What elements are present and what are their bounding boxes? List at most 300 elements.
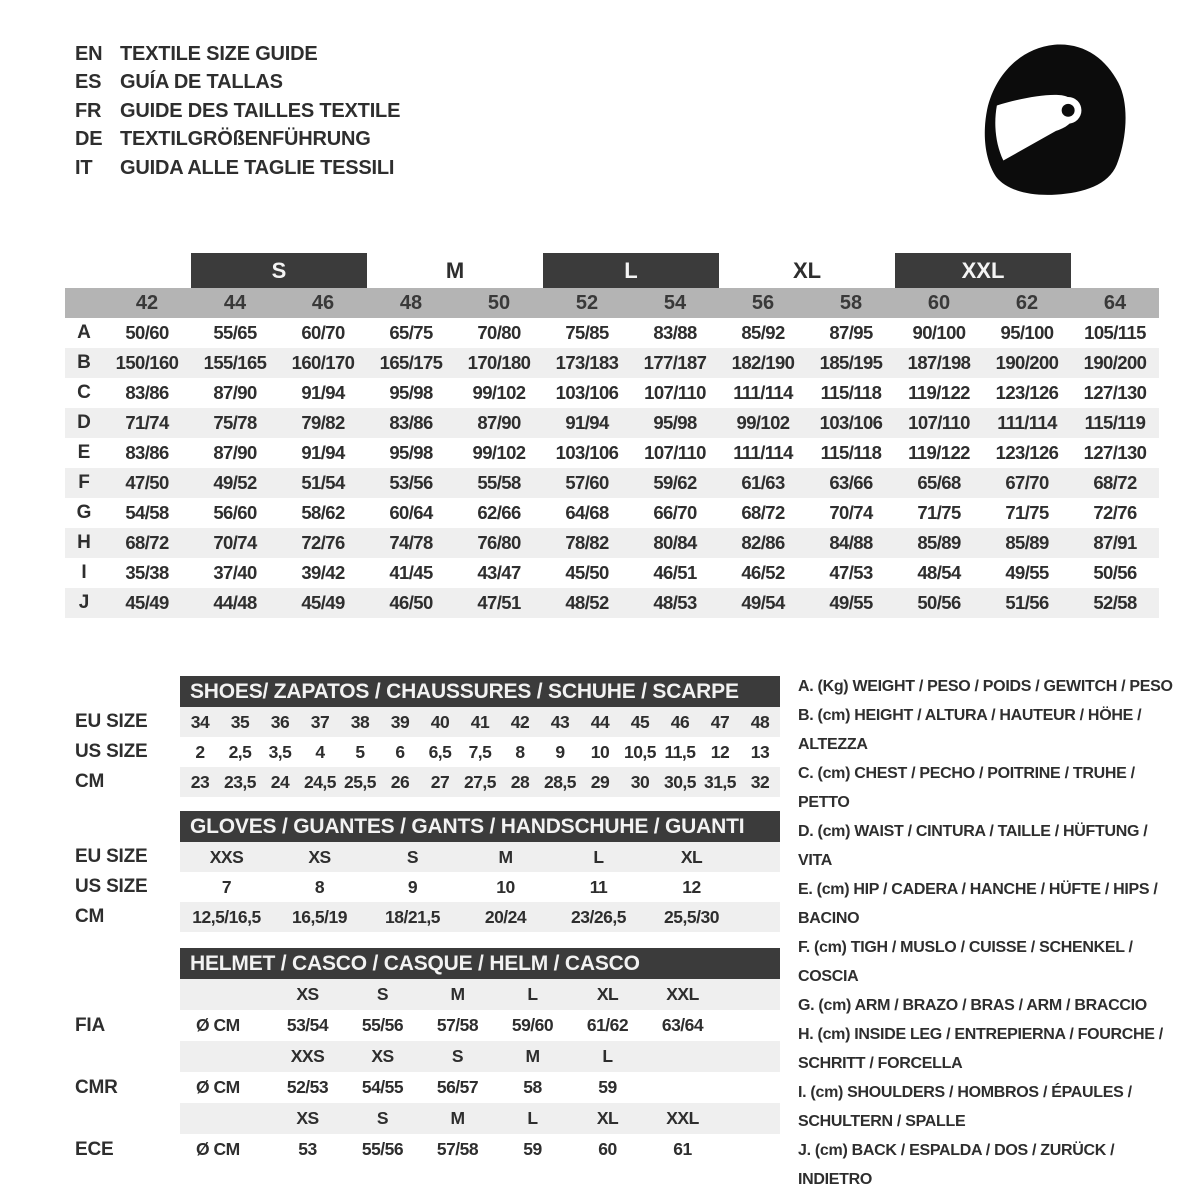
unit-label: Ø CM xyxy=(196,1015,240,1035)
standard-label: ECE xyxy=(75,1138,114,1160)
size-value-cell: 50/56 xyxy=(917,592,961,613)
size-value-cell: 58/62 xyxy=(301,502,345,523)
band-spacer xyxy=(65,253,191,288)
size-value-cell: 65/68 xyxy=(917,472,961,493)
size-value-cell: 83/86 xyxy=(125,442,169,463)
size-group-band xyxy=(65,253,1159,288)
size-value-cell: S xyxy=(406,846,419,867)
size-value-cell: 57/60 xyxy=(565,472,609,493)
size-value-cell: 10 xyxy=(496,876,515,897)
size-value-cell: 12,5/16,5 xyxy=(192,906,261,927)
size-value-cell: 30 xyxy=(630,771,650,792)
size-value-cell: 87/91 xyxy=(1093,532,1137,553)
size-value-cell: 34 xyxy=(190,711,210,732)
size-value-cell: 91/94 xyxy=(565,412,609,433)
size-value-cell: 30,5 xyxy=(663,771,697,792)
language-row xyxy=(75,69,400,98)
size-value-cell: 47/50 xyxy=(125,472,169,493)
shoes-rows xyxy=(60,707,780,797)
row-label: J xyxy=(78,592,90,613)
table-row xyxy=(65,318,1159,348)
size-value-cell: XS xyxy=(308,846,331,867)
size-value-cell: 115/119 xyxy=(1084,412,1146,433)
size-value-cell: 55/56 xyxy=(361,1139,404,1159)
size-value-cell: 85/92 xyxy=(741,322,785,343)
size-value-cell: 82/86 xyxy=(741,532,785,553)
table-row xyxy=(65,378,1159,408)
size-value-cell: 119/122 xyxy=(908,442,970,463)
column-header-cell: 64 xyxy=(1103,291,1127,314)
table-row xyxy=(60,842,780,872)
table-row xyxy=(65,468,1159,498)
size-value-cell: 60 xyxy=(598,1139,617,1159)
language-row xyxy=(75,154,400,183)
size-value-cell: 71/74 xyxy=(125,412,169,433)
size-value-cell: 91/94 xyxy=(301,382,345,403)
size-value-cell: 53/56 xyxy=(389,472,433,493)
size-value-cell: 59 xyxy=(523,1139,542,1159)
standard-label: CMR xyxy=(75,1076,118,1098)
size-value-cell: 37/40 xyxy=(213,562,257,583)
row-label: H xyxy=(77,532,91,553)
size-value-cell: 103/106 xyxy=(555,442,619,463)
row-values xyxy=(180,842,780,872)
language-row xyxy=(75,40,400,69)
column-header-cell: 44 xyxy=(223,291,247,314)
size-value-cell: 45 xyxy=(630,711,650,732)
size-group-label: XXL xyxy=(895,253,1071,288)
size-value-cell: 23,5 xyxy=(223,771,257,792)
table-row xyxy=(65,528,1159,558)
language-title-list xyxy=(75,40,400,183)
size-value-cell: 46 xyxy=(670,711,690,732)
size-value-cell: 155/165 xyxy=(203,352,267,373)
size-value-cell: 64/68 xyxy=(565,502,609,523)
size-value-cell: 72/76 xyxy=(301,532,345,553)
row-label: CM xyxy=(75,906,105,927)
size-value-cell: 91/94 xyxy=(301,442,345,463)
row-label: C xyxy=(77,382,91,403)
size-value-cell: 46/52 xyxy=(741,562,785,583)
helmet-icon xyxy=(975,34,1137,198)
row-label: US SIZE xyxy=(75,741,148,762)
standard-label: FIA xyxy=(75,1014,106,1036)
size-value-cell: 4 xyxy=(315,741,325,762)
row-label: EU SIZE xyxy=(75,846,148,867)
size-header-cell: S xyxy=(376,984,389,1004)
size-value-cell: 44/48 xyxy=(213,592,257,613)
size-value-cell: 55/58 xyxy=(477,472,521,493)
size-value-cell: 49/55 xyxy=(829,592,873,613)
size-value-cell: 16,5/19 xyxy=(292,906,347,927)
size-value-cell: 11,5 xyxy=(664,741,696,762)
size-header-cell: M xyxy=(525,1046,540,1066)
size-value-cell: 190/200 xyxy=(1083,352,1147,373)
size-value-cell: 49/55 xyxy=(1005,562,1049,583)
size-value-cell: 105/115 xyxy=(1084,322,1146,343)
row-label-spacer xyxy=(65,288,103,318)
size-value-cell: 56/57 xyxy=(436,1077,479,1097)
language-code: DE xyxy=(75,128,103,151)
size-value-cell: 177/187 xyxy=(643,352,707,373)
row-values xyxy=(180,979,780,1010)
language-code: ES xyxy=(75,71,102,94)
size-value-cell: 25,5/30 xyxy=(664,906,719,927)
unit-spacer xyxy=(180,1041,270,1072)
size-header-cell: L xyxy=(602,1046,613,1066)
row-values xyxy=(180,902,780,932)
size-value-cell: 75/85 xyxy=(565,322,609,343)
size-value-cell: 12 xyxy=(710,741,730,762)
size-value-cell: 99/102 xyxy=(736,412,790,433)
column-header-cell: 46 xyxy=(311,291,335,314)
row-label: E xyxy=(77,442,91,463)
size-value-cell: 87/90 xyxy=(213,382,257,403)
row-values xyxy=(180,1010,780,1041)
legend-item: F. (cm) TIGH / MUSLO / CUISSE / SCHENKEL / COSCIA xyxy=(798,939,1133,985)
size-value-cell: 87/90 xyxy=(213,442,257,463)
size-value-cell xyxy=(645,1072,720,1103)
unit-spacer xyxy=(180,979,270,1010)
row-values xyxy=(180,1041,780,1072)
helmet-rows xyxy=(60,979,780,1165)
row-values xyxy=(180,737,780,767)
helmet-size-table xyxy=(60,948,780,1165)
size-header-cell: XS xyxy=(296,1108,319,1128)
helmet-value-row xyxy=(60,1072,780,1103)
column-header-cell: 42 xyxy=(135,291,159,314)
size-value-cell: 48/54 xyxy=(917,562,961,583)
size-value-cell: M xyxy=(498,846,513,867)
language-row xyxy=(75,126,400,155)
size-value-cell: 123/126 xyxy=(995,382,1059,403)
size-header-cell: L xyxy=(527,984,538,1004)
size-value-cell: 6,5 xyxy=(428,741,452,762)
size-value-cell: 66/70 xyxy=(653,502,697,523)
language-title: GUIDE DES TAILLES TEXTILE xyxy=(120,99,401,122)
size-value-cell: 26 xyxy=(390,771,410,792)
size-value-cell: 7,5 xyxy=(468,741,492,762)
size-value-cell: 47 xyxy=(710,711,730,732)
legend-item: A. (Kg) WEIGHT / PESO / POIDS / GEWITCH / PESO xyxy=(798,678,1173,695)
language-code: FR xyxy=(75,99,102,122)
table-row xyxy=(60,707,780,737)
size-header-cell: L xyxy=(527,1108,538,1128)
size-header-cell: S xyxy=(451,1046,464,1066)
row-values xyxy=(180,1103,780,1134)
size-value-cell: 20/24 xyxy=(484,906,527,927)
column-header-cell: 56 xyxy=(751,291,775,314)
size-value-cell: 45/49 xyxy=(301,592,345,613)
legend-item: G. (cm) ARM / BRAZO / BRAS / ARM / BRACCIO xyxy=(798,997,1147,1014)
size-value-cell: 71/75 xyxy=(1005,502,1049,523)
row-label xyxy=(60,979,180,1010)
size-value-cell: 83/86 xyxy=(389,412,433,433)
size-header-cell: XXL xyxy=(666,1108,699,1128)
size-value-cell: 99/102 xyxy=(472,442,526,463)
size-value-cell: 45/49 xyxy=(125,592,169,613)
column-header-cell: 54 xyxy=(663,291,687,314)
size-value-cell: 59 xyxy=(598,1077,617,1097)
size-value-cell: 95/100 xyxy=(1000,322,1054,343)
size-value-cell: 173/183 xyxy=(555,352,619,373)
size-value-cell: 13 xyxy=(750,741,770,762)
size-value-cell: 111/114 xyxy=(733,382,793,403)
size-value-cell: 52/58 xyxy=(1093,592,1137,613)
size-value-cell: 48/52 xyxy=(565,592,609,613)
size-value-cell: 43 xyxy=(550,711,570,732)
size-value-cell: 70/74 xyxy=(213,532,257,553)
size-value-cell: 8 xyxy=(515,741,525,762)
size-value-cell: 99/102 xyxy=(472,382,526,403)
size-value-cell: 50/60 xyxy=(125,322,169,343)
size-value-cell: 44 xyxy=(590,711,610,732)
size-header-cell: XXS xyxy=(290,1046,325,1066)
helmet-size-header-row xyxy=(60,1041,780,1072)
size-header-cell: XS xyxy=(371,1046,394,1066)
measurement-legend xyxy=(798,672,1180,1194)
size-value-cell: 59/60 xyxy=(511,1015,554,1035)
size-value-cell: 187/198 xyxy=(907,352,971,373)
legend-item: E. (cm) HIP / CADERA / HANCHE / HÜFTE / HIPS / BACINO xyxy=(798,881,1158,927)
size-value-cell: 61 xyxy=(673,1139,692,1159)
language-row xyxy=(75,97,400,126)
unit-spacer xyxy=(180,1103,270,1134)
size-value-cell: 32 xyxy=(750,771,770,792)
size-value-cell: L xyxy=(593,846,604,867)
row-values xyxy=(180,872,780,902)
size-value-cell: 53/54 xyxy=(286,1015,329,1035)
size-value-cell: 43/47 xyxy=(477,562,521,583)
size-value-cell: 56/60 xyxy=(213,502,257,523)
legend-item: B. (cm) HEIGHT / ALTURA / HAUTEUR / HÖHE / ALTEZZA xyxy=(798,707,1142,753)
legend-item: C. (cm) CHEST / PECHO / POITRINE / TRUHE / PETTO xyxy=(798,765,1135,811)
size-value-cell: 28,5 xyxy=(543,771,577,792)
unit-label: Ø CM xyxy=(196,1077,240,1097)
legend-item: H. (cm) INSIDE LEG / ENTREPIERNA / FOURCHE / SCHRITT / FORCELLA xyxy=(798,1026,1163,1072)
gloves-table-title: GLOVES / GUANTES / GANTS / HANDSCHUHE / GUANTI xyxy=(180,811,780,842)
legend-item: I. (cm) SHOULDERS / HOMBROS / ÉPAULES / SCHULTERN / SPALLE xyxy=(798,1084,1132,1130)
helmet-table-title: HELMET / CASCO / CASQUE / HELM / CASCO xyxy=(180,948,780,979)
size-value-cell: 87/90 xyxy=(477,412,521,433)
size-value-cell: 53 xyxy=(298,1139,317,1159)
size-value-cell: 9 xyxy=(407,876,418,897)
size-value-cell: 103/106 xyxy=(819,412,883,433)
size-value-cell: 71/75 xyxy=(917,502,961,523)
size-value-cell: 165/175 xyxy=(379,352,443,373)
size-value-cell: 29 xyxy=(590,771,610,792)
size-value-cell: 95/98 xyxy=(389,382,433,403)
size-value-cell: 51/56 xyxy=(1005,592,1049,613)
size-value-cell: 12 xyxy=(682,876,701,897)
row-label: CM xyxy=(75,771,105,792)
helmet-size-header-row xyxy=(60,1103,780,1134)
size-value-cell: 58 xyxy=(523,1077,542,1097)
size-value-cell: 107/110 xyxy=(908,412,970,433)
size-value-cell: 72/76 xyxy=(1093,502,1137,523)
size-value-cell: 107/110 xyxy=(644,442,706,463)
size-value-cell: 78/82 xyxy=(565,532,609,553)
size-value-cell: 75/78 xyxy=(213,412,257,433)
unit-label: Ø CM xyxy=(196,1139,240,1159)
row-label: G xyxy=(76,502,92,523)
size-value-cell: 45/50 xyxy=(565,562,609,583)
table-row xyxy=(60,902,780,932)
size-value-cell: 74/78 xyxy=(389,532,433,553)
table-row xyxy=(65,348,1159,378)
size-value-cell: 63/64 xyxy=(661,1015,704,1035)
size-header-cell xyxy=(645,1041,720,1072)
row-label: F xyxy=(78,472,90,493)
size-value-cell: 3,5 xyxy=(268,741,292,762)
row-label: EU SIZE xyxy=(75,711,148,732)
size-value-cell: 27,5 xyxy=(463,771,497,792)
size-value-cell: 35 xyxy=(230,711,250,732)
size-group-label: S xyxy=(191,253,367,288)
size-value-cell: XXS xyxy=(209,846,244,867)
row-label: US SIZE xyxy=(75,876,148,897)
shoes-table xyxy=(60,676,780,797)
helmet-value-row xyxy=(60,1134,780,1165)
size-value-cell: 90/100 xyxy=(912,322,966,343)
row-label: B xyxy=(77,352,91,373)
size-value-cell: 55/65 xyxy=(213,322,257,343)
language-code: EN xyxy=(75,42,103,65)
table-row xyxy=(65,588,1159,618)
size-value-cell: 95/98 xyxy=(389,442,433,463)
size-header-cell: XS xyxy=(296,984,319,1004)
column-header-cell: 48 xyxy=(399,291,423,314)
size-value-cell: 70/80 xyxy=(477,322,521,343)
size-value-cell: 160/170 xyxy=(291,352,355,373)
size-value-cell: 54/55 xyxy=(361,1077,404,1097)
size-header-cell: XL xyxy=(596,984,619,1004)
size-value-cell: 68/72 xyxy=(741,502,785,523)
size-value-cell: 42 xyxy=(510,711,530,732)
size-value-cell: 68/72 xyxy=(125,532,169,553)
shoes-table-title: SHOES/ ZAPATOS / CHAUSSURES / SCHUHE / SCARPE xyxy=(180,676,780,707)
size-group-label: XL xyxy=(792,257,822,283)
main-size-table xyxy=(65,253,1159,618)
size-value-cell: 39 xyxy=(390,711,410,732)
size-value-cell: 49/54 xyxy=(741,592,785,613)
size-value-cell: 23 xyxy=(190,771,210,792)
column-header-cell: 62 xyxy=(1015,291,1039,314)
size-value-cell: 59/62 xyxy=(653,472,697,493)
size-value-cell: 27 xyxy=(430,771,450,792)
size-value-cell: 61/62 xyxy=(586,1015,629,1035)
size-value-cell: 10,5 xyxy=(623,741,657,762)
size-value-cell: 182/190 xyxy=(731,352,795,373)
size-value-cell: 55/56 xyxy=(361,1015,404,1035)
size-value-cell: 79/82 xyxy=(301,412,345,433)
table-row xyxy=(60,767,780,797)
size-value-cell: 50/56 xyxy=(1093,562,1137,583)
size-value-cell: 23/26,5 xyxy=(571,906,626,927)
size-value-cell: 47/51 xyxy=(477,592,521,613)
size-value-cell: 123/126 xyxy=(995,442,1059,463)
table-row xyxy=(60,872,780,902)
size-value-cell: 119/122 xyxy=(908,382,970,403)
size-header-cell: XL xyxy=(596,1108,619,1128)
size-value-cell: 46/50 xyxy=(389,592,433,613)
size-value-cell: 46/51 xyxy=(653,562,697,583)
size-value-cell: 60/64 xyxy=(389,502,433,523)
size-value-cell: 84/88 xyxy=(829,532,873,553)
size-value-cell: 11 xyxy=(589,876,608,897)
size-value-cell: 115/118 xyxy=(820,382,882,403)
size-value-cell: 62/66 xyxy=(477,502,521,523)
size-value-cell: 57/58 xyxy=(436,1139,479,1159)
row-values xyxy=(180,707,780,737)
size-value-cell: 18/21,5 xyxy=(385,906,440,927)
size-value-cell: 47/53 xyxy=(829,562,873,583)
size-value-cell: 7 xyxy=(221,876,232,897)
size-value-cell: 10 xyxy=(590,741,610,762)
language-title: GUÍA DE TALLAS xyxy=(120,71,283,94)
size-value-cell: 57/58 xyxy=(436,1015,479,1035)
size-header-cell: M xyxy=(450,984,465,1004)
size-value-cell: 38 xyxy=(350,711,370,732)
size-value-cell: 41 xyxy=(470,711,490,732)
size-header-cell: M xyxy=(450,1108,465,1128)
size-value-cell: 83/88 xyxy=(653,322,697,343)
size-value-cell: 2,5 xyxy=(228,741,252,762)
row-label: I xyxy=(81,562,87,583)
size-value-cell: 61/63 xyxy=(741,472,785,493)
size-value-cell: 68/72 xyxy=(1093,472,1137,493)
row-label xyxy=(60,1041,180,1072)
size-value-cell: 170/180 xyxy=(467,352,531,373)
gloves-rows xyxy=(60,842,780,932)
size-value-cell: 95/98 xyxy=(653,412,697,433)
table-row xyxy=(65,408,1159,438)
row-label: A xyxy=(77,322,91,343)
legend-item: J. (cm) BACK / ESPALDA / DOS / ZURÜCK / INDIETRO xyxy=(798,1142,1115,1188)
table-row xyxy=(60,737,780,767)
size-group-label: L xyxy=(543,253,719,288)
size-value-cell: 35/38 xyxy=(125,562,169,583)
size-value-cell: 85/89 xyxy=(1005,532,1049,553)
size-value-cell: 6 xyxy=(395,741,405,762)
table-row xyxy=(65,498,1159,528)
size-value-cell: 87/95 xyxy=(829,322,873,343)
size-value-cell: 37 xyxy=(310,711,330,732)
size-value-cell: 36 xyxy=(270,711,290,732)
size-value-cell: 31,5 xyxy=(703,771,737,792)
size-rows xyxy=(65,318,1159,618)
size-value-cell: 52/53 xyxy=(286,1077,329,1097)
column-header-cell: 52 xyxy=(575,291,599,314)
size-value-cell: XL xyxy=(680,846,703,867)
size-value-cell: 24,5 xyxy=(303,771,337,792)
size-value-cell: 111/114 xyxy=(733,442,793,463)
size-value-cell: 48/53 xyxy=(653,592,697,613)
size-value-cell: 63/66 xyxy=(829,472,873,493)
gloves-table xyxy=(60,811,780,932)
size-value-cell: 127/130 xyxy=(1083,442,1147,463)
size-value-cell: 51/54 xyxy=(301,472,345,493)
size-value-cell: 40 xyxy=(430,711,450,732)
table-row xyxy=(65,438,1159,468)
size-value-cell: 115/118 xyxy=(820,442,882,463)
row-label xyxy=(60,1103,180,1134)
size-value-cell: 103/106 xyxy=(555,382,619,403)
size-value-cell: 111/114 xyxy=(997,412,1057,433)
legend-item: D. (cm) WAIST / CINTURA / TAILLE / HÜFTUNG / VITA xyxy=(798,823,1148,869)
table-row xyxy=(65,558,1159,588)
size-value-cell: 25,5 xyxy=(343,771,377,792)
